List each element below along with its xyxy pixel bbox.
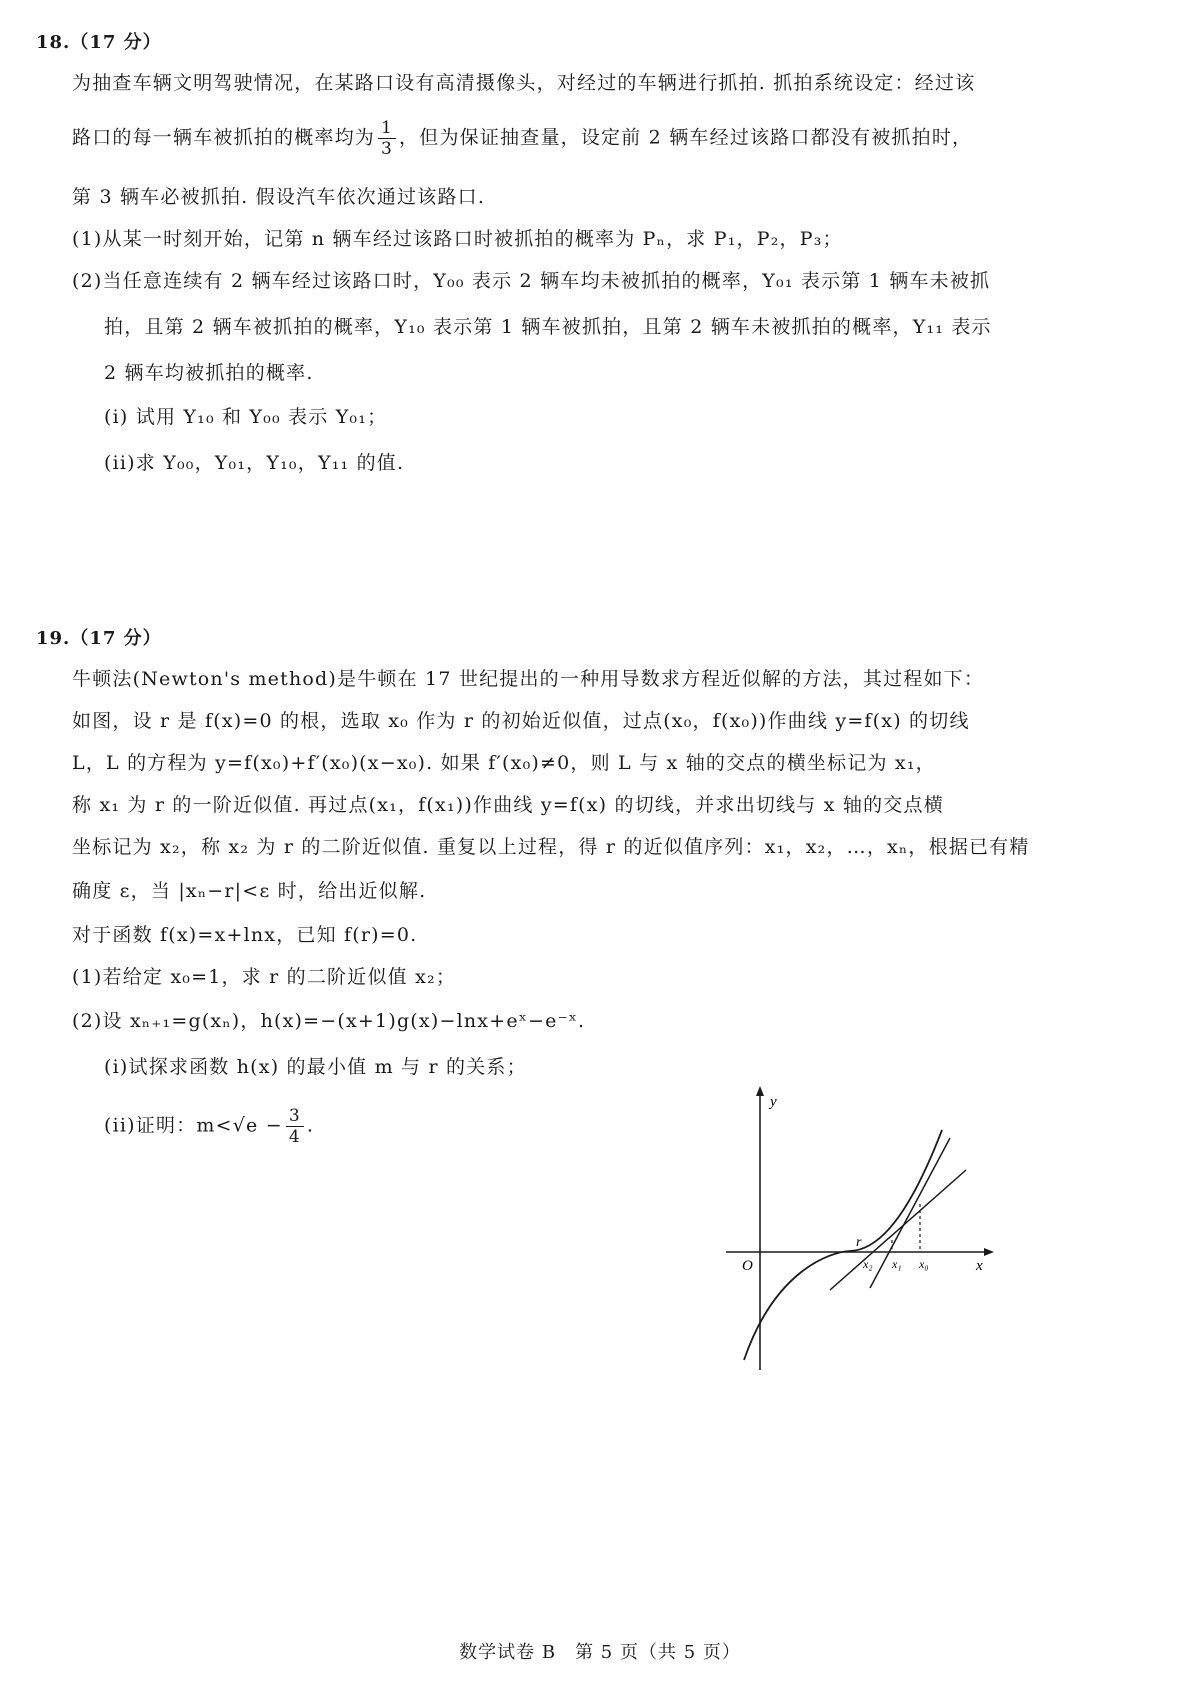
q19-line-3: L，L 的方程为 y=f(x₀)+f′(x₀)(x−x₀). 如果 f′(x₀)≠0，则 L 与 x 轴的交点的横坐标记为 x₁， [72,752,936,774]
q18-line-2a: 路口的每一辆车被抓拍的概率均为 [72,126,376,149]
q19-line-7: 对于函数 f(x)=x+lnx，已知 f(r)=0. [72,924,418,946]
q18-part-2-ii: (ii)求 Y₀₀，Y₀₁，Y₁₀，Y₁₁ 的值. [104,452,405,474]
q18-line-2b: ，但为保证抽查量，设定前 2 辆车经过该路口都没有被抓拍时， [399,126,973,149]
x2-label: x₂ [863,1257,873,1271]
q18-line-2 [72,118,972,159]
x-axis-arrow-icon [984,1248,994,1256]
q19-line-2: 如图，设 r 是 f(x)=0 的根，选取 x₀ 作为 r 的初始近似值，过点(x₀，f(x₀))作曲线 y=f(x) 的切线 [72,710,970,732]
q19-title: 19.（17 分） [36,628,162,649]
y-axis-label: y [770,1094,777,1110]
q19-part-2-i: (i)试探求函数 h(x) 的最小值 m 与 r 的关系； [104,1056,527,1078]
x-axis-label: x [976,1258,983,1274]
q19-line-1: 牛顿法(Newton's method)是牛顿在 17 世纪提出的一种用导数求方程近似解的方法，其过程如下： [72,668,985,690]
x1-label: x₁ [892,1257,902,1271]
tangent-line-at-x1 [870,1138,950,1288]
q19-part-2-ii [104,1106,314,1147]
fraction-numerator: 3 [286,1106,304,1127]
q19-part-2-ii-a: (ii)证明：m<√e − [104,1114,283,1137]
origin-label: O [742,1258,753,1274]
fraction-denominator: 4 [288,1127,301,1147]
q19-line-6: 确度 ε，当 |xₙ−r|<ε 时，给出近似解. [72,880,427,902]
q19-part-2-ii-b: . [306,1114,315,1137]
fraction-one-third [378,118,396,159]
q19-part-2: (2)设 xₙ₊₁=g(xₙ)，h(x)=−(x+1)g(x)−lnx+eˣ−e⁻ˣ. [72,1010,586,1032]
q18-part-1: (1)从某一时刻开始，记第 n 辆车经过该路口时被抓拍的概率为 Pₙ，求 P₁，P₂，P₃； [72,228,843,250]
q18-part-2-line-c: 2 辆车均被抓拍的概率. [104,362,314,384]
q18-part-2-line-b: 拍，且第 2 辆车被抓拍的概率，Y₁₀ 表示第 1 辆车被抓拍，且第 2 辆车未被抓拍的概率，Y₁₁ 表示 [104,316,992,338]
q18-part-2-i: (i) 试用 Y₁₀ 和 Y₀₀ 表示 Y₀₁； [104,406,388,428]
q18-line-1: 为抽查车辆文明驾驶情况，在某路口设有高清摄像头，对经过的车辆进行抓拍. 抓拍系统设定：经过该 [72,72,976,94]
q18-part-2-line-a: (2)当任意连续有 2 辆车经过该路口时，Y₀₀ 表示 2 辆车均未被抓拍的概率，Y₀₁ 表示第 1 辆车未被抓 [72,270,991,292]
q18-title: 18.（17 分） [36,32,162,53]
q19-line-5: 坐标记为 x₂，称 x₂ 为 r 的二阶近似值. 重复以上过程，得 r 的近似值序列：x₁，x₂，…，xₙ，根据已有精 [72,836,1030,858]
fraction-denominator: 3 [381,139,394,159]
root-label: r [856,1235,862,1250]
q18-line-3: 第 3 辆车必被抓拍. 假设汽车依次通过该路口. [72,186,486,208]
y-axis-arrow-icon [756,1086,764,1096]
function-curve [744,1130,942,1360]
q19-line-4: 称 x₁ 为 r 的一阶近似值. 再过点(x₁，f(x₁))作曲线 y=f(x) 的切线，并求出切线与 x 轴的交点横 [72,794,944,816]
newton-method-figure [720,1080,1020,1380]
page-footer: 数学试卷 B 第 5 页（共 5 页） [459,1642,741,1663]
fraction-three-quarters [286,1106,304,1147]
fraction-numerator: 1 [378,118,396,139]
tangent-line-at-x0 [830,1170,966,1290]
x0-label: x₀ [919,1257,929,1271]
q19-part-1: (1)若给定 x₀=1，求 r 的二阶近似值 x₂； [72,966,457,988]
